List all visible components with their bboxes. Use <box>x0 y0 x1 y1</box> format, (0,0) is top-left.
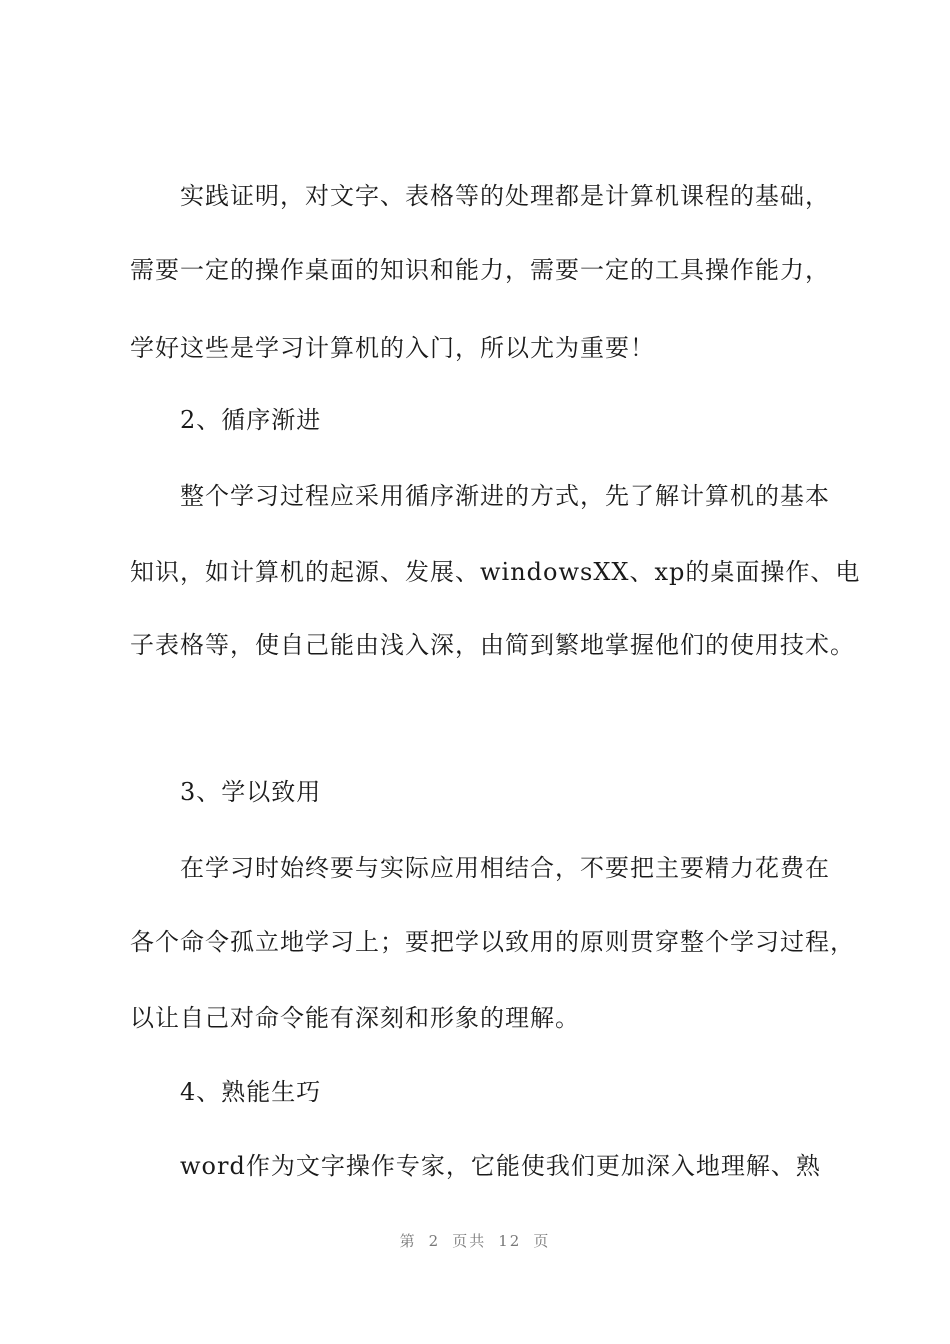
footer-total-pages: 12 <box>498 1232 522 1250</box>
paragraph-line: 子表格等，使自己能由浅入深，由简到繁地掌握他们的使用技术。 <box>130 631 855 659</box>
paragraph-line: 各个命令孤立地学习上；要把学以致用的原则贯穿整个学习过程， <box>130 928 855 956</box>
paragraph-line: word作为文字操作专家，它能使我们更加深入地理解、熟 <box>180 1152 821 1180</box>
paragraph-line: 以让自己对命令能有深刻和形象的理解。 <box>130 1004 580 1032</box>
paragraph-line: 在学习时始终要与实际应用相结合，不要把主要精力花费在 <box>180 854 830 882</box>
paragraph-line: 知识，如计算机的起源、发展、windowsXX、xp的桌面操作、电 <box>130 558 861 586</box>
footer-prefix: 第 <box>399 1232 417 1250</box>
paragraph-line: 整个学习过程应采用循序渐进的方式，先了解计算机的基本 <box>180 482 830 510</box>
footer-middle: 页共 <box>452 1232 487 1250</box>
section-heading: 2、循序渐进 <box>180 406 322 434</box>
section-heading: 3、学以致用 <box>180 778 322 806</box>
section-heading: 4、熟能生巧 <box>180 1078 322 1106</box>
paragraph-line: 实践证明，对文字、表格等的处理都是计算机课程的基础， <box>180 182 830 210</box>
page-footer <box>0 1230 950 1251</box>
paragraph-line: 学好这些是学习计算机的入门，所以尤为重要！ <box>130 334 655 362</box>
paragraph-line: 需要一定的操作桌面的知识和能力，需要一定的工具操作能力， <box>130 256 830 284</box>
footer-page-number: 2 <box>428 1232 441 1250</box>
footer-suffix: 页 <box>533 1232 551 1250</box>
